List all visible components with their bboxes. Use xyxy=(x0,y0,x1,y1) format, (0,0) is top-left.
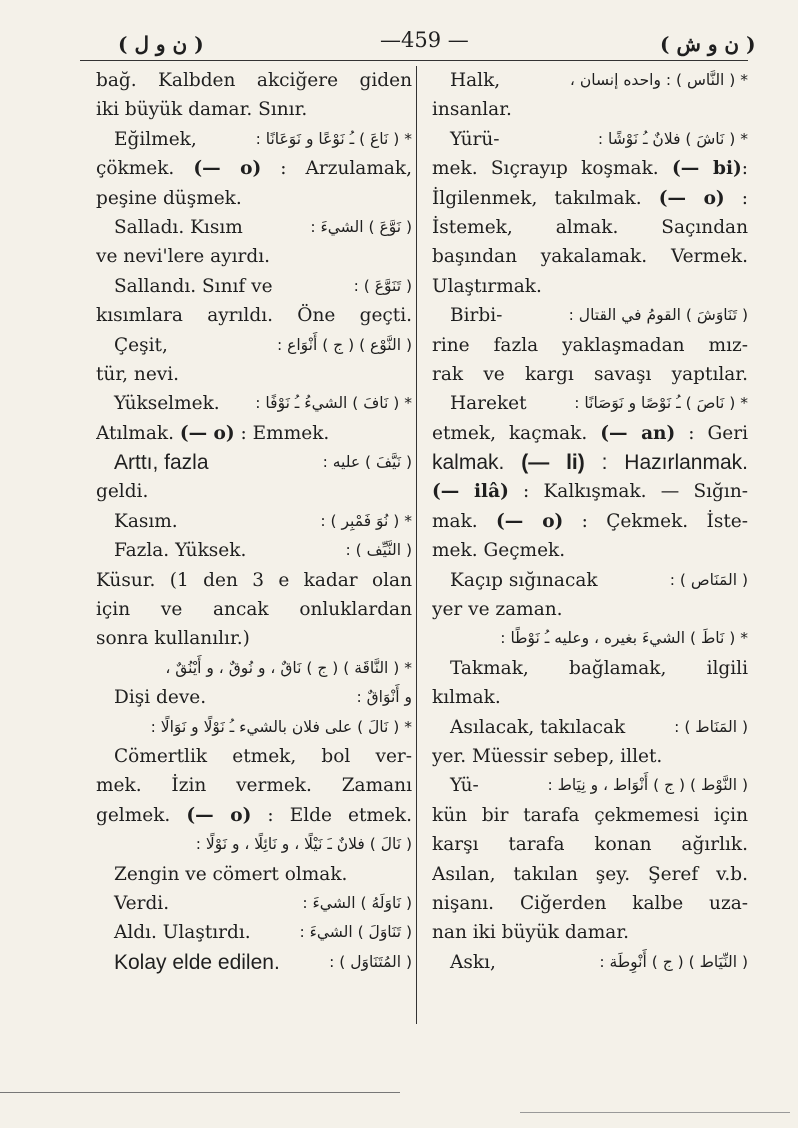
left-text-line xyxy=(96,860,412,889)
entry-text: İstemek, almak. Saçından xyxy=(432,216,748,238)
right-text-line xyxy=(432,624,748,653)
right-text-line xyxy=(432,331,748,360)
left-text-line xyxy=(96,566,412,595)
entry-text: insanlar. xyxy=(432,99,512,121)
arabic-headword: * ( نَافَ ) الشيءُ ـُ نَوْفًا : xyxy=(255,394,412,413)
entry-text: Askı, xyxy=(450,951,496,973)
left-text-line xyxy=(96,389,412,418)
entry-text: Atılmak. (— o) : Emmek. xyxy=(96,422,330,444)
left-text-line xyxy=(96,272,412,301)
right-text-line xyxy=(432,595,748,624)
left-text-line xyxy=(96,154,412,183)
left-column xyxy=(96,66,412,977)
entry-text: Fazla. Yüksek. xyxy=(114,540,247,562)
arabic-headword: ( نَيَّفَ ) عليه : xyxy=(322,453,412,472)
entry-text: tür, nevi. xyxy=(96,363,180,385)
right-column xyxy=(432,66,748,977)
entry-text: rak ve kargı savaşı yaptılar. xyxy=(432,363,748,385)
left-text-line xyxy=(96,595,412,624)
arabic-headword: ( المَنَاص ) : xyxy=(669,570,748,589)
right-text-line xyxy=(432,918,748,947)
right-text-line xyxy=(432,301,748,330)
arabic-headword: ( تَنَاوَلَ ) الشيءَ : xyxy=(299,923,412,942)
arabic-headword: و أَنْوَاقٌ : xyxy=(356,688,412,707)
right-text-line xyxy=(432,713,748,742)
entry-text: Zengin ve cömert olmak. xyxy=(114,863,348,885)
arabic-headword: * ( نَاشَ ) فلانٌ ـُ نَوْشًا : xyxy=(597,129,748,148)
entry-text: gelmek. (— o) : Elde etmek. xyxy=(96,804,412,826)
entry-text: geldi. xyxy=(96,481,149,503)
entry-text: rine fazla yaklaşmadan mız- xyxy=(432,334,748,356)
left-text-line xyxy=(96,771,412,800)
entry-text: Birbi- xyxy=(450,305,503,327)
left-text-line xyxy=(96,889,412,918)
entry-text: Dişi deve. xyxy=(114,687,207,709)
arabic-headword: * ( نَاطَ ) الشيءَ بغيره ، وعليه ـُ نَوْطًا : xyxy=(500,629,748,648)
header-rule xyxy=(80,60,748,61)
header-left-root: ( ن و ل ) xyxy=(118,32,204,56)
entry-text: Çeşit, xyxy=(114,334,168,356)
left-text-line xyxy=(96,624,412,653)
entry-text: Eğilmek, xyxy=(114,128,197,150)
entry-text: Küsur. (1 den 3 e kadar olan xyxy=(96,569,412,591)
right-text-line xyxy=(432,213,748,242)
entry-text: mek. Sıçrayıp koşmak. (— bi): xyxy=(432,158,748,180)
left-text-line xyxy=(96,95,412,124)
right-text-line xyxy=(432,477,748,506)
right-text-line xyxy=(432,66,748,95)
entry-text: Ulaştırmak. xyxy=(432,275,542,297)
entry-text: Yürü- xyxy=(450,128,500,150)
entry-text: yer. Müessir sebep, illet. xyxy=(432,745,663,767)
right-text-line xyxy=(432,654,748,683)
entry-text: için ve ancak onluklardan xyxy=(96,599,412,621)
left-text-line xyxy=(96,419,412,448)
right-text-line xyxy=(432,125,748,154)
page-number: —459 — xyxy=(380,28,469,52)
right-text-line xyxy=(432,184,748,213)
right-text-line xyxy=(432,360,748,389)
right-text-line xyxy=(432,830,748,859)
entry-text: başından yakalamak. Vermek. xyxy=(432,246,748,268)
arabic-headword: ( نَوَّعَ ) الشيءَ : xyxy=(310,217,412,236)
entry-text: Sallandı. Sınıf ve xyxy=(114,275,273,297)
entry-text: nan iki büyük damar. xyxy=(432,922,630,944)
entry-text: kalmak. (— li) : Hazırlanmak. xyxy=(432,451,748,475)
entry-text: Salladı. Kısım xyxy=(114,216,243,238)
arabic-headword: ( نَاوَلَهُ ) الشيءَ : xyxy=(302,893,412,912)
entry-text: Cömertlik etmek, bol ver- xyxy=(114,745,412,767)
entry-text: Verdi. xyxy=(114,892,170,914)
header-right-root: ( ن و ش ) xyxy=(660,32,756,56)
arabic-headword: * ( النَّاقَة ) ( ج ) نَاقٌ ، و نُوقٌ ، و أَيْنُقٌ ، xyxy=(165,658,412,677)
right-text-line xyxy=(432,536,748,565)
arabic-headword: ( تَنَاوَشَ ) القومُ في القتال : xyxy=(568,306,748,325)
right-text-line xyxy=(432,683,748,712)
entry-text: yer ve zaman. xyxy=(432,599,563,621)
right-text-line xyxy=(432,860,748,889)
right-text-line xyxy=(432,95,748,124)
left-text-line xyxy=(96,301,412,330)
left-text-line xyxy=(96,713,412,742)
left-text-line xyxy=(96,742,412,771)
right-text-line xyxy=(432,389,748,418)
left-text-line xyxy=(96,360,412,389)
entry-text: peşine düşmek. xyxy=(96,187,242,209)
entry-text: mak. (— o) : Çekmek. İste- xyxy=(432,510,748,532)
arabic-headword: ( تَنَوَّعَ ) : xyxy=(353,276,412,295)
entry-text: İlgilenmek, takılmak. (— o) : xyxy=(432,187,748,209)
arabic-headword: * ( نَاصَ ) ـُ نَوْصًا و نَوَصَانًا : xyxy=(574,394,748,413)
left-text-line xyxy=(96,477,412,506)
left-text-line xyxy=(96,213,412,242)
left-text-line xyxy=(96,242,412,271)
entry-text: iki büyük damar. Sınır. xyxy=(96,99,308,121)
entry-text: Arttı, fazla xyxy=(114,451,209,475)
bottom-rule-right xyxy=(520,1112,790,1113)
page-header xyxy=(0,26,798,62)
entry-text: kılmak. xyxy=(432,687,501,709)
entry-text: Asılacak, takılacak xyxy=(450,716,626,738)
bottom-rule-left xyxy=(0,1092,400,1093)
left-text-line xyxy=(96,448,412,477)
arabic-headword: * ( نُوَ فَمْبِر ) : xyxy=(320,511,412,530)
arabic-headword: ( النَّوْط ) ( ج ) أَنْوَاط ، و نِيَاط : xyxy=(547,776,748,795)
left-text-line xyxy=(96,918,412,947)
arabic-headword: * ( النَّاس ) : واحده إنسان ، xyxy=(569,71,748,89)
entry-text: kün bir tarafa çekmemesi için xyxy=(432,804,748,826)
arabic-headword: ( المَنَاط ) : xyxy=(674,717,748,736)
entry-text: Yü- xyxy=(450,775,479,797)
entry-text: mek. İzin vermek. Zamanı xyxy=(96,775,412,797)
arabic-headword: * ( نَاعَ ) ـُ نَوْعًا و نَوَعَانًا : xyxy=(255,129,412,148)
right-text-line xyxy=(432,771,748,800)
entry-text: bağ. Kalbden akciğere giden xyxy=(96,70,412,91)
entry-text: Kolay elde edilen. xyxy=(114,950,280,974)
right-text-line xyxy=(432,242,748,271)
entry-text: etmek, kaçmak. (— an) : Geri xyxy=(432,422,748,444)
column-divider xyxy=(416,66,417,1024)
entry-text: Halk, xyxy=(450,70,501,91)
left-text-line xyxy=(96,331,412,360)
entry-text: Hareket xyxy=(450,393,527,415)
left-text-line xyxy=(96,948,412,977)
entry-text: sonra kullanılır.) xyxy=(96,628,250,650)
arabic-headword: ( النِّيَاط ) ( ج ) أَنْوِطَة : xyxy=(599,952,748,971)
entry-text: Aldı. Ulaştırdı. xyxy=(114,922,251,944)
entry-text: Kaçıp sığınacak xyxy=(450,569,598,591)
arabic-headword: ( المُتَنَاوَل ) : xyxy=(329,952,412,971)
left-text-line xyxy=(96,654,412,683)
left-text-line xyxy=(96,507,412,536)
entry-text: karşı tarafa konan ağırlık. xyxy=(432,834,748,856)
entry-text: Kasım. xyxy=(114,510,178,532)
left-text-line xyxy=(96,683,412,712)
right-text-line xyxy=(432,742,748,771)
right-text-line xyxy=(432,566,748,595)
left-text-line xyxy=(96,125,412,154)
entry-text: çökmek. (— o) : Arzulamak, xyxy=(96,158,412,180)
right-text-line xyxy=(432,801,748,830)
entry-text: (— ilâ) : Kalkışmak. — Sığın- xyxy=(432,481,748,503)
right-text-line xyxy=(432,507,748,536)
left-text-line xyxy=(96,830,412,859)
arabic-headword: * ( نَالَ ) على فلان بالشيء ـُ نَوْلًا و نَوَالًا : xyxy=(150,717,412,736)
right-text-line xyxy=(432,154,748,183)
right-text-line xyxy=(432,948,748,977)
entry-text: ve nevi'lere ayırdı. xyxy=(96,246,271,268)
arabic-headword: ( نَالَ ) فلانٌ ـَ نَيْلًا ، و نَائِلًا ، و نَوْلًا : xyxy=(195,835,412,854)
entry-text: mek. Geçmek. xyxy=(432,540,566,562)
left-text-line xyxy=(96,184,412,213)
entry-text: nişanı. Ciğerden kalbe uza- xyxy=(432,892,748,914)
right-text-line xyxy=(432,419,748,448)
left-text-line xyxy=(96,66,412,95)
entry-text: kısımlara ayrıldı. Öne geçti. xyxy=(96,305,412,327)
arabic-headword: ( النَّيِّف ) : xyxy=(345,541,412,560)
entry-text: Asılan, takılan şey. Şeref v.b. xyxy=(432,863,748,885)
arabic-headword: ( النَّوْع ) ( ج ) أَنْوَاع : xyxy=(276,335,412,354)
right-text-line xyxy=(432,448,748,477)
right-text-line xyxy=(432,272,748,301)
entry-text: Takmak, bağlamak, ilgili xyxy=(450,657,748,679)
left-text-line xyxy=(96,801,412,830)
entry-text: Yükselmek. xyxy=(114,393,220,415)
left-text-line xyxy=(96,536,412,565)
right-text-line xyxy=(432,889,748,918)
